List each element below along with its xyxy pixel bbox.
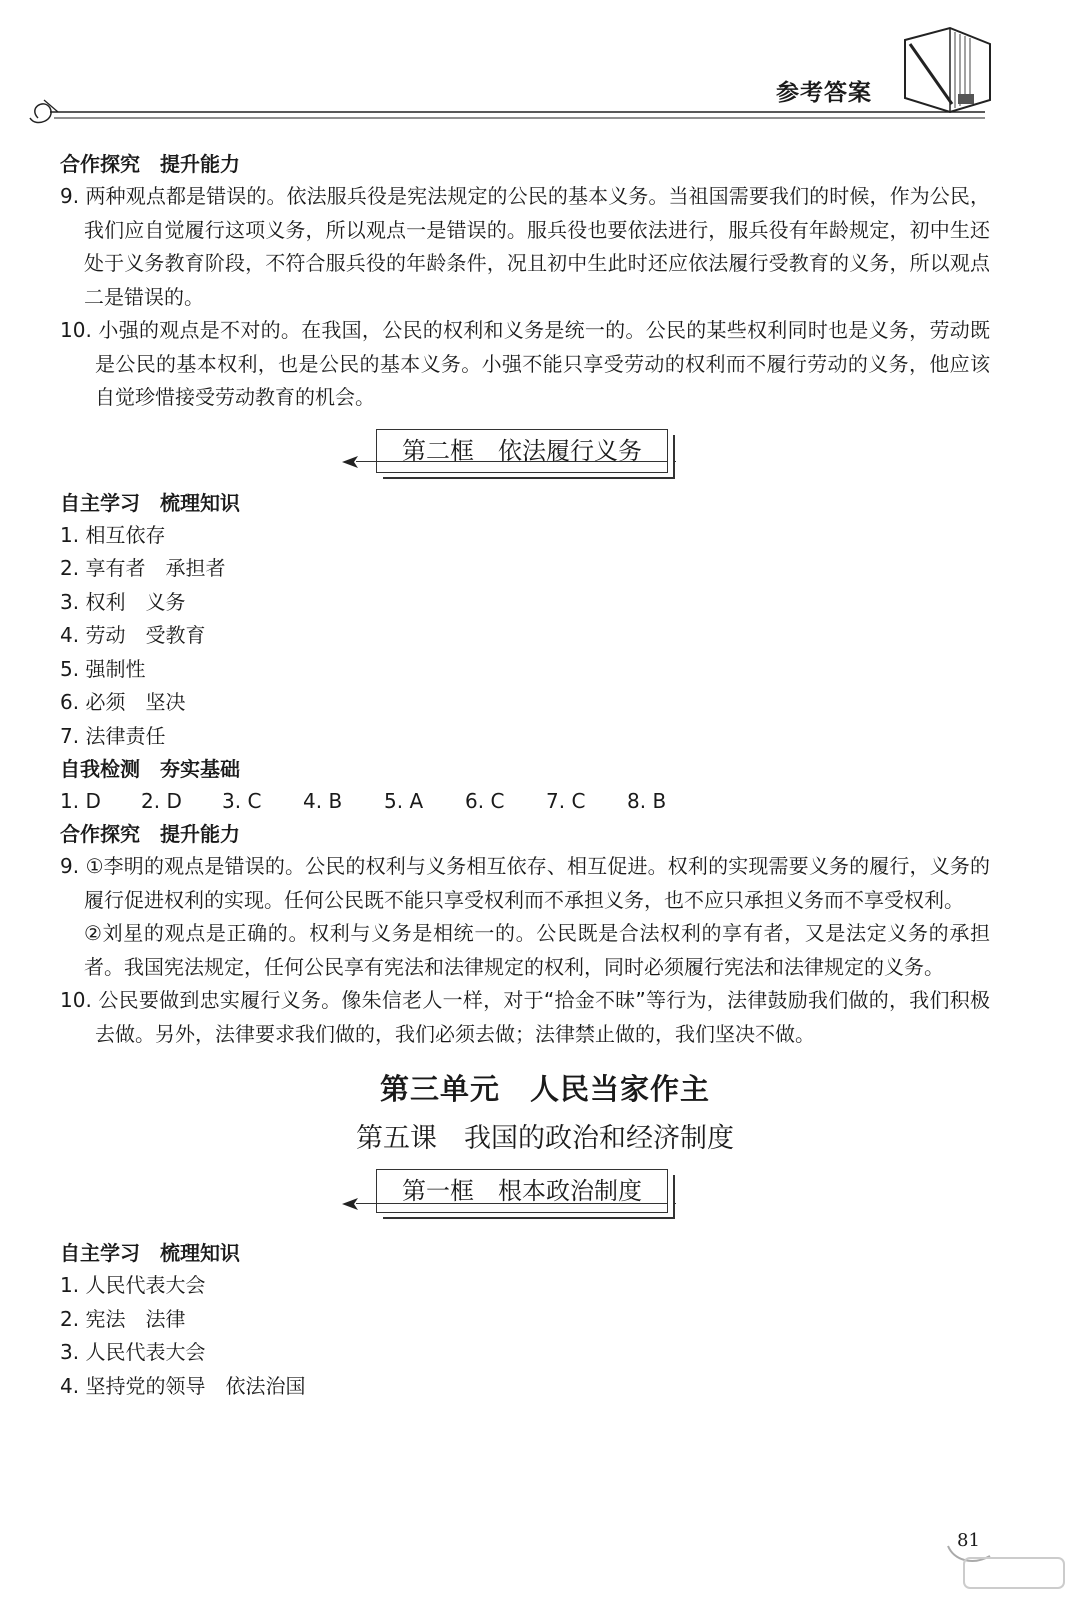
lesson-title: 第五课 我国的政治和经济制度 — [356, 1123, 734, 1154]
list-item: 4. 坚持党的领导 依法治国 — [60, 1373, 306, 1398]
frame-heading — [60, 1161, 990, 1229]
header-title: 参考答案 — [776, 79, 872, 106]
arrow-left-icon — [342, 1197, 362, 1211]
list-item: 5. 强制性 — [60, 656, 146, 681]
list-item: 1. 人民代表大会 — [60, 1273, 206, 1297]
list-item: 3. 权利 义务 — [60, 589, 186, 614]
answer-paragraph: 9. 两种观点都是错误的。依法服兵役是宪法规定的公民的基本义务。当祖国需要我们的时候，作为公民，我们应自觉履行这项义务，所以观点一是错误的。服兵役也要依法进行，服兵役有年龄规定，初中生还处于义务教育阶段，不符合服兵役的年龄条件，况且初中生此时还应依法履行受教育的义务，所以观点二是错误的。 — [60, 184, 990, 309]
unit-title: 第三单元 人民当家作主 — [379, 1072, 710, 1106]
answer-paragraph: 10. 公民要做到忠实履行义务。像朱信老人一样，对于“拾金不昧”等行为，法律鼓励我们做的，我们积极去做。另外，法律要求我们做的，我们必须去做；法律禁止做的，我们坚决不做。 — [60, 988, 990, 1046]
answer-paragraph: 9. ①李明的观点是错误的。公民的权利与义务相互依存、相互促进。权利的实现需要义务的履行，义务的履行促进权利的实现。任何公民既不能只享受权利而不承担义务，也不应只承担义务而不享受权利。 — [60, 854, 990, 912]
frame-title: 第一框 根本政治制度 — [376, 1169, 668, 1213]
arrow-left-icon — [342, 455, 362, 469]
list-item: 7. 法律责任 — [60, 723, 166, 748]
choice-answer: 6. C — [465, 789, 505, 813]
list-item: 4. 劳动 受教育 — [60, 623, 206, 647]
list-item: 3. 人民代表大会 — [60, 1340, 206, 1364]
answer-paragraph: ②刘星的观点是正确的。权利与义务是相统一的。公民既是合法权利的享有者，又是法定义务的承担者。我国宪法规定，任何公民享有宪法和法律规定的权利，同时必须履行宪法和法律规定的义务。 — [84, 921, 990, 979]
book-icon — [905, 28, 990, 112]
list-item: 2. 宪法 法律 — [60, 1306, 186, 1331]
answer-content — [60, 148, 990, 1403]
choice-answer: 7. C — [546, 789, 586, 813]
section-heading: 自主学习 梳理知识 — [60, 490, 240, 515]
choice-answer: 5. A — [384, 789, 424, 813]
section-heading: 自我检测 夯实基础 — [60, 757, 240, 781]
choice-answer: 8. B — [627, 789, 667, 813]
section-heading: 合作探究 提升能力 — [60, 822, 240, 846]
list-item: 2. 享有者 承担者 — [60, 556, 226, 580]
choice-answer: 3. C — [222, 789, 262, 813]
choice-answer: 2. D — [141, 789, 182, 813]
page-number: 81 — [957, 1530, 980, 1551]
choice-answers — [60, 785, 990, 818]
list-item: 6. 必须 坚决 — [60, 690, 186, 714]
frame-title: 第二框 依法履行义务 — [376, 429, 668, 473]
choice-answer: 4. B — [303, 789, 343, 813]
list-item: 1. 相互依存 — [60, 522, 166, 547]
header-decoration — [0, 0, 1081, 150]
page-header — [0, 0, 1081, 150]
frame-heading — [60, 415, 990, 487]
section-heading: 自主学习 梳理知识 — [60, 1241, 240, 1265]
answer-paragraph: 10. 小强的观点是不对的。在我国，公民的权利和义务是统一的。公民的某些权利同时也是义务，劳动既是公民的基本权利，也是公民的基本义务。小强不能只享受劳动的权利而不履行劳动的义务，他应该自觉珍惜接受劳动教育的机会。 — [60, 318, 990, 409]
choice-answer: 1. D — [60, 789, 101, 813]
section-heading: 合作探究 提升能力 — [60, 152, 240, 176]
